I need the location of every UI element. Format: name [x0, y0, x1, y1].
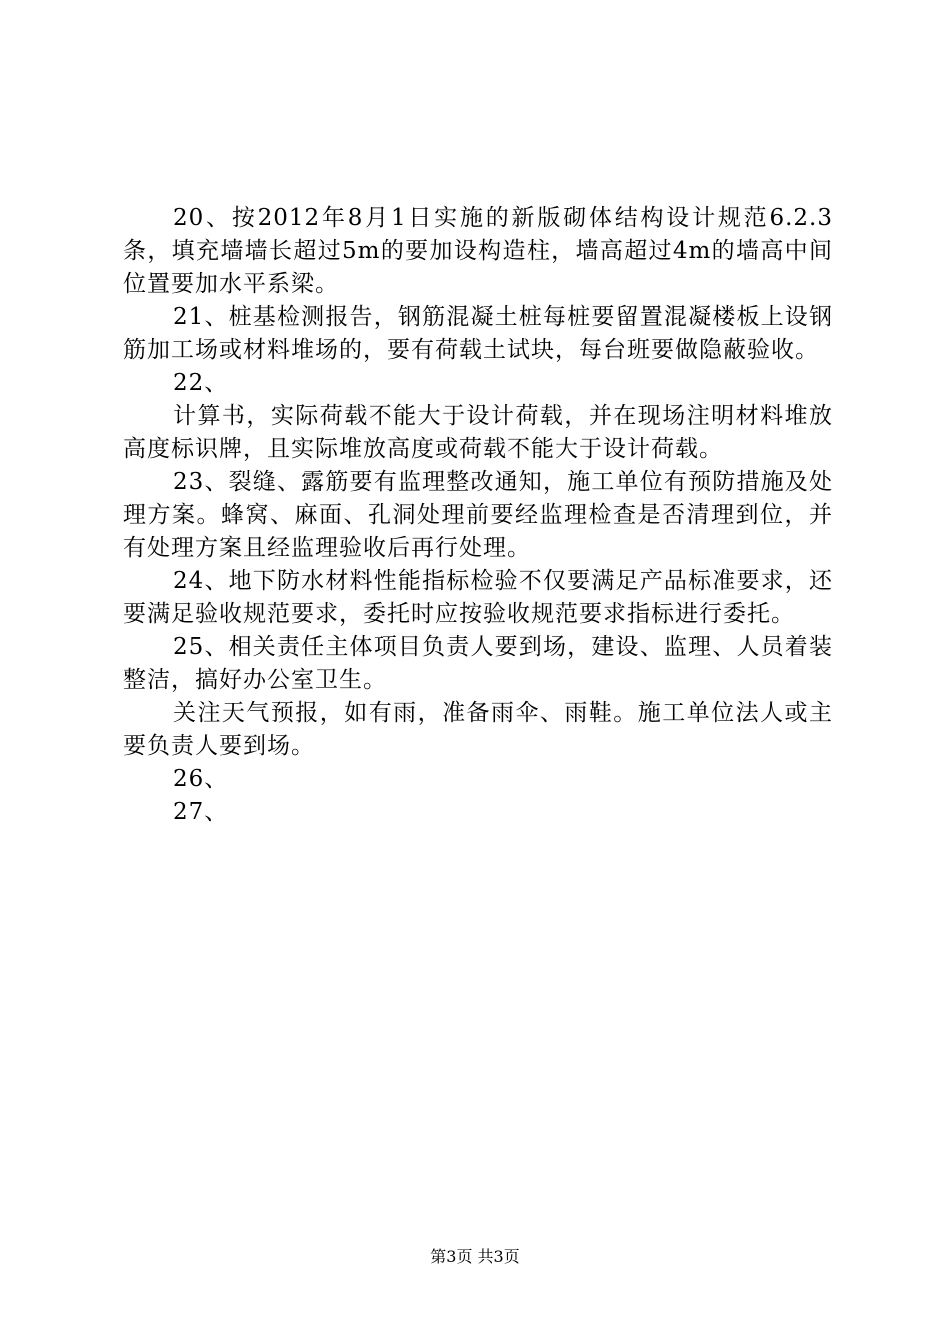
document-body [123, 202, 833, 829]
paragraph-25: 25、相关责任主体项目负责人要到场，建设、监理、人员着装整洁，搞好办公室卫生。 [123, 634, 833, 693]
paragraph-21: 21、桩基检测报告，钢筋混凝土桩每桩要留置混凝楼板上设钢筋加工场或材料堆场的，要有荷载土试块，每台班要做隐蔽验收。 [123, 304, 833, 363]
paragraph-calculation: 计算书，实际荷载不能大于设计荷载，并在现场注明材料堆放高度标识牌，且实际堆放高度或荷载不能大于设计荷载。 [123, 403, 833, 462]
paragraph-23: 23、裂缝、露筋要有监理整改通知，施工单位有预防措施及处理方案。蜂窝、麻面、孔洞处理前要经监理检查是否清理到位，并有处理方案且经监理验收后再行处理。 [123, 469, 833, 561]
paragraph-22: 22、 [173, 370, 229, 396]
paragraph-24: 24、地下防水材料性能指标检验不仅要满足产品标准要求，还要满足验收规范要求，委托时应按验收规范要求指标进行委托。 [123, 568, 833, 627]
page-number-footer: 第3页 共3页 [430, 1247, 520, 1266]
paragraph-27: 27、 [173, 799, 229, 825]
paragraph-26: 26、 [173, 766, 229, 792]
paragraph-weather: 关注天气预报，如有雨，准备雨伞、雨鞋。施工单位法人或主要负责人要到场。 [123, 700, 833, 759]
paragraph-20: 20、按2012年8月1日实施的新版砌体结构设计规范6.2.3条，填充墙墙长超过5m的要加设构造柱，墙高超过4m的墙高中间位置要加水平系梁。 [123, 205, 833, 297]
